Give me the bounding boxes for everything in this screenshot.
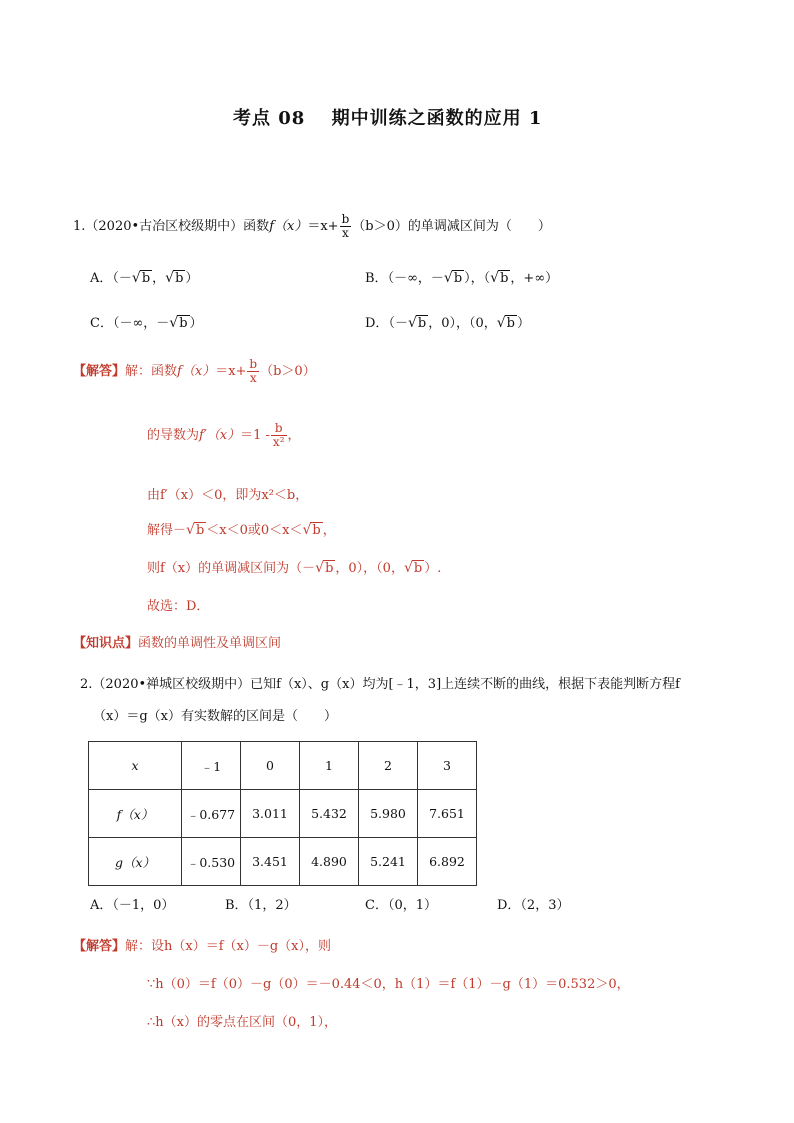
knowledge-text: 函数的单调性及单调区间 bbox=[138, 636, 282, 651]
table-header-cell: 3 bbox=[418, 742, 477, 790]
radicand: b bbox=[312, 523, 321, 538]
radicand: b bbox=[500, 271, 509, 286]
table-header-cell: 0 bbox=[241, 742, 300, 790]
answer-tag: 【解答】 bbox=[73, 364, 126, 379]
stem-text: 函数 bbox=[243, 219, 270, 234]
option-text: （－ bbox=[112, 271, 132, 286]
option-text: ） bbox=[185, 271, 199, 286]
answer-text: ， bbox=[322, 523, 336, 538]
table-row bbox=[89, 742, 477, 790]
values-table bbox=[88, 741, 477, 886]
option-text: （－∞，－ bbox=[112, 316, 170, 331]
sqrt-icon: √ bbox=[407, 315, 417, 331]
sqrt-icon: √ bbox=[186, 522, 195, 538]
answer-text: ，0），（0， bbox=[335, 561, 404, 576]
knowledge-tag: 【知识点】 bbox=[73, 636, 139, 651]
answer-text: 解：设h（x）＝f（x）－g（x），则 bbox=[125, 939, 332, 954]
q2-answer-line3: ∴h（x）的零点在区间（0，1）， bbox=[147, 1015, 338, 1030]
option-label: B． bbox=[365, 271, 388, 286]
table-header-cell: 1 bbox=[300, 742, 359, 790]
sqrt-icon: √ bbox=[315, 560, 325, 576]
option-c[interactable] bbox=[90, 312, 203, 331]
page-title: 考点 08 期中训练之函数的应用 1 bbox=[233, 108, 543, 129]
radicand: b bbox=[141, 271, 151, 286]
radicand: b bbox=[179, 316, 188, 331]
sqrt-icon: √ bbox=[169, 315, 179, 331]
condition-text: （b＞0） bbox=[352, 219, 408, 234]
fraction-b-over-x bbox=[247, 358, 259, 385]
question-2-stem-line2: （x）＝g（x）有实数解的区间是（ ） bbox=[93, 709, 337, 724]
radicand: b bbox=[417, 316, 427, 331]
option-text: ），（ bbox=[464, 271, 491, 286]
fraction-denominator: x² bbox=[272, 435, 285, 449]
radicand: b bbox=[175, 271, 184, 286]
option-text: ， bbox=[152, 271, 166, 286]
radicand: b bbox=[325, 561, 334, 576]
table-cell: g（x） bbox=[89, 838, 182, 886]
table-header-cell: x bbox=[89, 742, 182, 790]
answer-text: 的导数为 bbox=[147, 428, 200, 443]
option-text: ） bbox=[189, 316, 203, 331]
option-label: A． bbox=[90, 271, 113, 286]
q2-answer-line2: ∵h（0）＝f（0）－g（0）＝－0.44＜0，h（1）＝f（1）－g（1）＝0.532＞0， bbox=[147, 977, 630, 992]
option-label: D． bbox=[365, 316, 389, 331]
option-text: ，+∞） bbox=[510, 271, 559, 286]
q2-option-a[interactable]: A．（－1，0） bbox=[90, 898, 175, 913]
answer-text: 解：函数 bbox=[125, 364, 178, 379]
answer-text: ）. bbox=[424, 561, 442, 576]
option-a[interactable] bbox=[90, 267, 198, 286]
q1-answer-line4 bbox=[147, 557, 441, 576]
answer-text: ， bbox=[287, 428, 301, 443]
table-cell: 5.432 bbox=[300, 790, 359, 838]
table-row bbox=[89, 790, 477, 838]
table-cell: 6.892 bbox=[418, 838, 477, 886]
sqrt-icon: √ bbox=[403, 560, 413, 576]
sqrt-icon: √ bbox=[496, 315, 506, 331]
table-cell: 3.451 bbox=[241, 838, 300, 886]
answer-text: ＜x＜0或0＜x＜ bbox=[206, 523, 303, 538]
answer-tag: 【解答】 bbox=[73, 939, 126, 954]
fraction-numerator: b bbox=[271, 422, 287, 436]
answer-text: 解得－ bbox=[147, 523, 187, 538]
equation-text: ＝x+ bbox=[215, 364, 247, 379]
q1-answer-intro bbox=[73, 358, 316, 385]
fraction-numerator: b bbox=[249, 357, 258, 371]
q1-answer-line2: 由f′（x）＜0，即为x²＜b， bbox=[147, 488, 309, 503]
fraction-b-over-x2 bbox=[271, 422, 287, 449]
question-number: 2. bbox=[80, 677, 93, 692]
q2-answer-intro bbox=[73, 935, 331, 954]
table-row bbox=[89, 838, 477, 886]
q2-option-b[interactable]: B．（1，2） bbox=[225, 898, 297, 913]
table-cell: 7.651 bbox=[418, 790, 477, 838]
table-header-cell: 2 bbox=[359, 742, 418, 790]
condition-text: （b＞0） bbox=[260, 364, 316, 379]
table-cell: ﹣0.530 bbox=[182, 838, 241, 886]
table-cell: 4.890 bbox=[300, 838, 359, 886]
fraction-numerator: b bbox=[341, 212, 350, 226]
question-2-stem-line1 bbox=[80, 673, 680, 692]
function-notation: f（x） bbox=[269, 219, 308, 234]
radicand: b bbox=[506, 316, 515, 331]
table-header-cell: ﹣1 bbox=[182, 742, 241, 790]
option-b[interactable] bbox=[365, 267, 558, 286]
radicand: b bbox=[453, 271, 463, 286]
sqrt-icon: √ bbox=[443, 270, 453, 286]
option-text: （－ bbox=[388, 316, 408, 331]
fraction-denominator: x bbox=[249, 371, 257, 385]
q1-answer-choice: 故选：D． bbox=[147, 599, 210, 614]
question-1-stem bbox=[73, 213, 551, 240]
table-cell: f（x） bbox=[89, 790, 182, 838]
sqrt-icon: √ bbox=[165, 270, 175, 286]
answer-text: 则f（x）的单调减区间为（－ bbox=[147, 561, 316, 576]
table-cell: 5.980 bbox=[359, 790, 418, 838]
option-d[interactable] bbox=[365, 312, 530, 331]
q1-answer-line3 bbox=[147, 519, 336, 538]
option-text: ） bbox=[517, 316, 531, 331]
question-source: （2020•古冶区校级期中） bbox=[85, 219, 244, 234]
table-cell: 3.011 bbox=[241, 790, 300, 838]
q2-option-d[interactable]: D．（2，3） bbox=[497, 898, 570, 913]
question-number: 1. bbox=[73, 219, 86, 234]
q2-option-c[interactable]: C．（0，1） bbox=[365, 898, 437, 913]
sqrt-icon: √ bbox=[131, 270, 141, 286]
option-text: ，0），（0， bbox=[428, 316, 497, 331]
table-cell: 5.241 bbox=[359, 838, 418, 886]
option-text: （－∞，－ bbox=[387, 271, 444, 286]
derivative-notation: f′（x） bbox=[199, 428, 241, 443]
radicand: b bbox=[195, 523, 205, 538]
option-label: C． bbox=[90, 316, 113, 331]
equation-text: ＝1 - bbox=[240, 428, 270, 443]
q1-knowledge-point bbox=[73, 632, 281, 651]
fraction-denominator: x bbox=[342, 226, 349, 240]
stem-text-end: 的单调减区间为（ ） bbox=[407, 219, 551, 234]
sqrt-icon: √ bbox=[490, 270, 500, 286]
fraction-b-over-x bbox=[340, 213, 352, 240]
stem-text: （2020•禅城区校级期中）已知f（x）、g（x）均为[﹣1，3]上连续不断的曲线，根据下表能判断方程f bbox=[92, 677, 680, 692]
function-notation: f（x） bbox=[177, 364, 216, 379]
sqrt-icon: √ bbox=[302, 522, 312, 538]
q1-answer-line1 bbox=[147, 422, 301, 449]
equation-text: ＝x+ bbox=[307, 219, 339, 234]
table-cell: ﹣0.677 bbox=[182, 790, 241, 838]
radicand: b bbox=[413, 561, 423, 576]
